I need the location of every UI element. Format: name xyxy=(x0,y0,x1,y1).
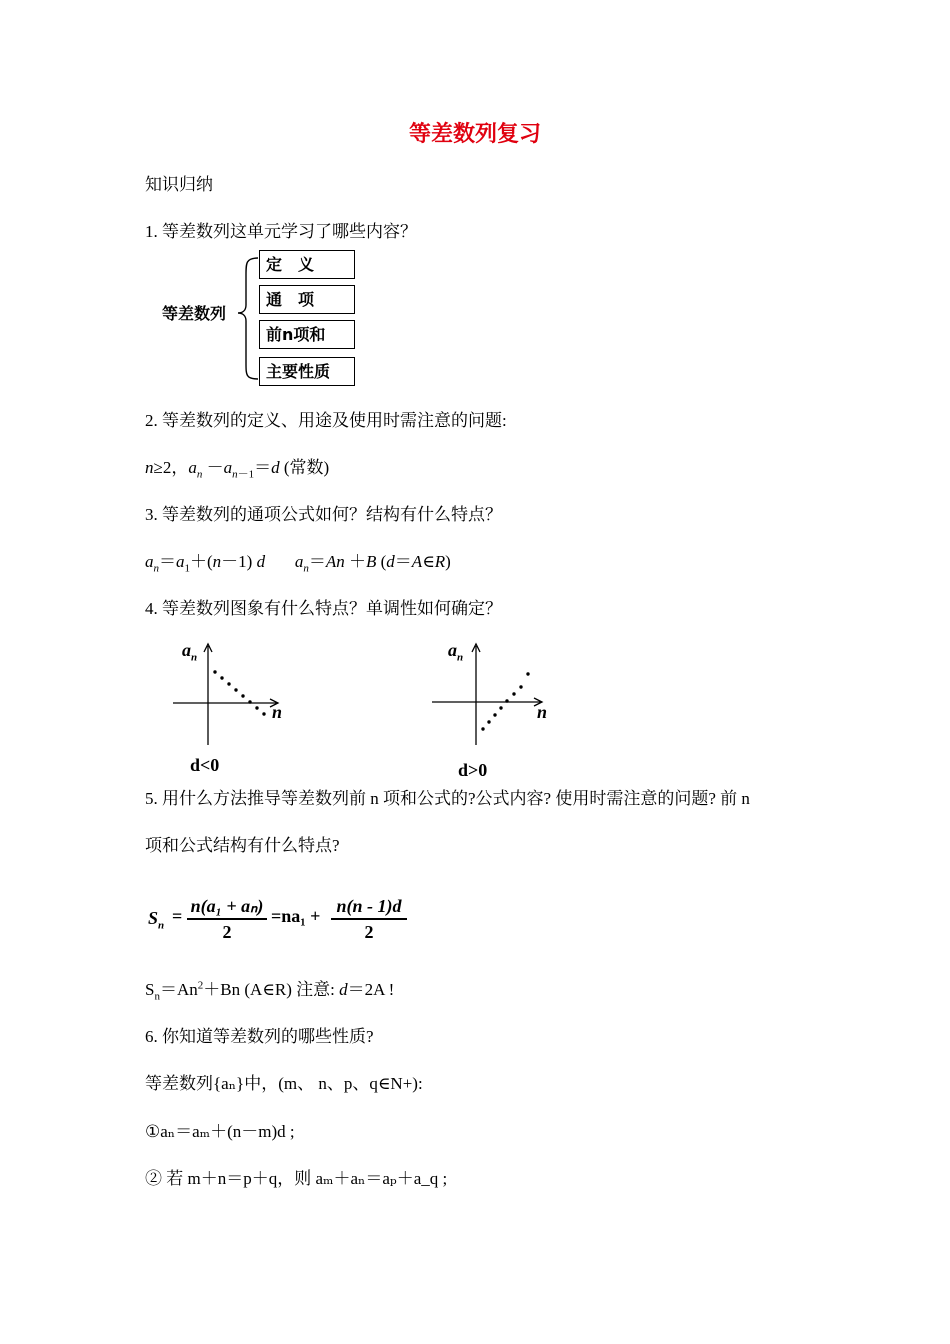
sum-alt-formula: $S_n=An^2+Bn$ (A∈R) 注意: d＝2A ! xyxy=(145,979,395,1003)
tree-root-label: 等差数列 xyxy=(162,304,227,323)
graph2-x-label: n xyxy=(537,702,548,722)
tree-item-partial-sum: 前n项和 xyxy=(259,320,355,349)
question-2: 2. 等差数列的定义、用途及使用时需注意的问题: xyxy=(145,411,507,430)
graph2-y-label: $a_n$ xyxy=(448,640,464,664)
tree-item-general-term: 通 项 xyxy=(259,285,355,314)
tree-item-definition: 定 义 xyxy=(259,250,355,279)
tree-item-properties: 主要性质 xyxy=(259,357,355,386)
page-title: 等差数列复习 xyxy=(408,122,541,147)
question-5-line2: 项和公式结构有什么特点? xyxy=(145,836,340,855)
question-4: 4. 等差数列图象有什么特点？单调性如何确定？ xyxy=(145,599,502,618)
question-5-line1: 5. 用什么方法推导等差数列前 n 项和公式的?公式内容? 使用时需注意的问题? 前 n xyxy=(145,789,750,808)
section-heading: 知识归纳 xyxy=(145,175,213,194)
graph1-x-label: n xyxy=(272,702,283,722)
graph1-y-label: $a_n$ xyxy=(182,640,198,664)
question-6-intro: 等差数列{aₙ}中，(m、 n、p、q∈N+): xyxy=(145,1074,423,1093)
question-3: 3. 等差数列的通项公式如何？结构有什么特点？ xyxy=(145,505,502,524)
definition-formula: n≥2，$a_n -a_{n-1}=d$ (常数) xyxy=(145,458,330,481)
property-2: ② 若 m＋n＝p＋q，则 aₘ＋aₙ＝aₚ＋a_q ; xyxy=(145,1169,448,1188)
graph2-caption: d>0 xyxy=(458,760,488,780)
property-1: ①aₙ＝aₘ＋(n－m)d ; xyxy=(145,1122,295,1141)
question-6: 6. 你知道等差数列的哪些性质? xyxy=(145,1027,374,1046)
question-1: 1. 等差数列这单元学习了哪些内容？ xyxy=(145,222,417,241)
general-term-formula: $a_n=a_1+(n-1)$ d $a_n=An +B$ (d＝A∈R) xyxy=(145,552,451,575)
graph1-caption: d<0 xyxy=(190,755,220,775)
